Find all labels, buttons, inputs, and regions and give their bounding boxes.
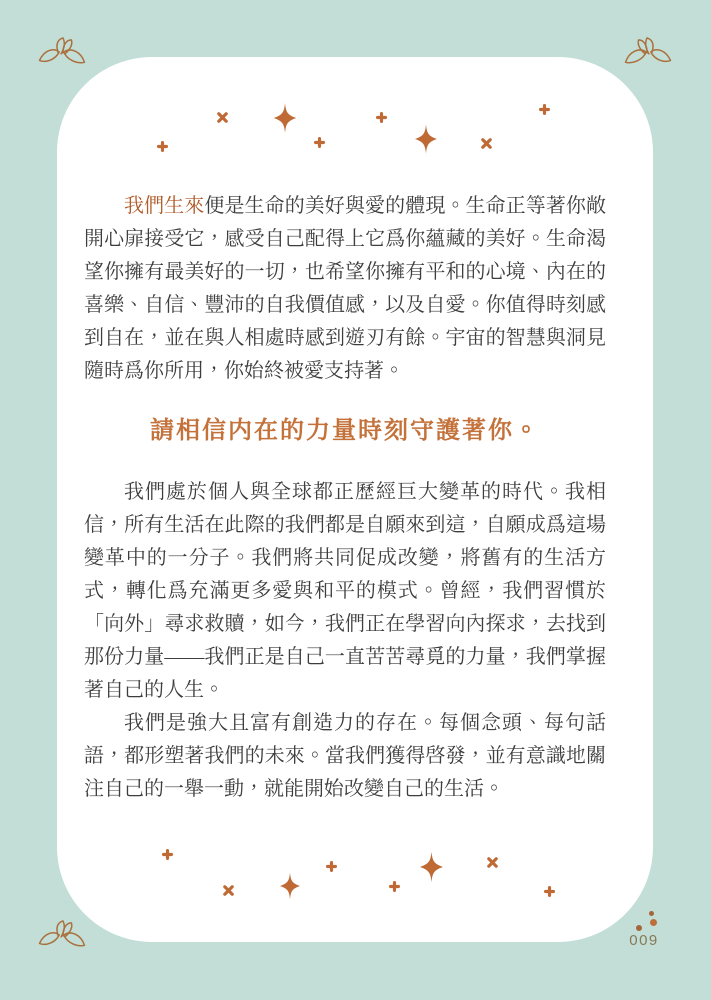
plus-sparkle-icon [376,112,387,123]
plus-sparkle-icon [314,137,325,148]
plus-sparkle-icon [544,886,555,897]
paragraph-2: 我們處於個人與全球都正歷經巨大變革的時代。我相信，所有生活在此際的我們都是自願來到這，自願成爲這場變革中的一分子。我們將共同促成改變，將舊有的生活方式，轉化爲充滿更多愛與和平的模式。曾經，我們習慣於「向外」尋求救贖，如今，我們正在學習向內探求，去找到那份力量——我們正是自己一直苦苦尋覓的力量，我們掌握著自己的人生。 [84,481,606,701]
x-sparkle-icon [486,856,499,869]
paragraph-1 [84,190,606,388]
plus-sparkle-icon [326,861,337,872]
four-point-star-icon [415,123,437,155]
plus-sparkle-icon [389,881,400,892]
x-sparkle-icon [480,137,493,150]
lotus-icon [36,920,88,950]
paragraph-1-body: 便是生命的美好與愛的體現。生命正等著你敞開心扉接受它，感受自己配得上它爲你蘊藏的美好。生命渴望你擁有最美好的一切，也希望你擁有平和的心境、內在的喜樂、自信、豐沛的自我價值感，以及自愛。你值得時刻感到自在，並在與人相處時感到遊刃有餘。宇宙的智慧與洞見隨時爲你所用，你始終被愛支持著。 [84,195,607,382]
lotus-icon [622,37,674,67]
footer-dot-icon [649,911,654,916]
plus-sparkle-icon [539,104,550,115]
page-number: 009 [629,932,659,949]
four-point-star-icon [273,103,297,133]
plus-sparkle-icon [157,141,168,152]
paragraph-3: 我們是強大且富有創造力的存在。每個念頭、每句話語，都形塑著我們的未來。當我們獲得啓發，並有意識地關注自己的一舉一動，就能開始改變自己的生活。 [84,712,606,800]
x-sparkle-icon [222,884,235,897]
x-sparkle-icon [216,111,229,124]
lead-in-text: 我們生來 [124,195,205,217]
text-block [84,190,606,806]
four-point-star-icon [280,869,300,903]
footer-dot-icon [636,925,642,931]
footer-dot-icon [650,919,657,926]
section-heading: 請相信内在的力量時刻守護著你。 [150,417,540,444]
plus-sparkle-icon [162,849,173,860]
four-point-star-icon [420,849,443,885]
lotus-icon [36,37,88,67]
